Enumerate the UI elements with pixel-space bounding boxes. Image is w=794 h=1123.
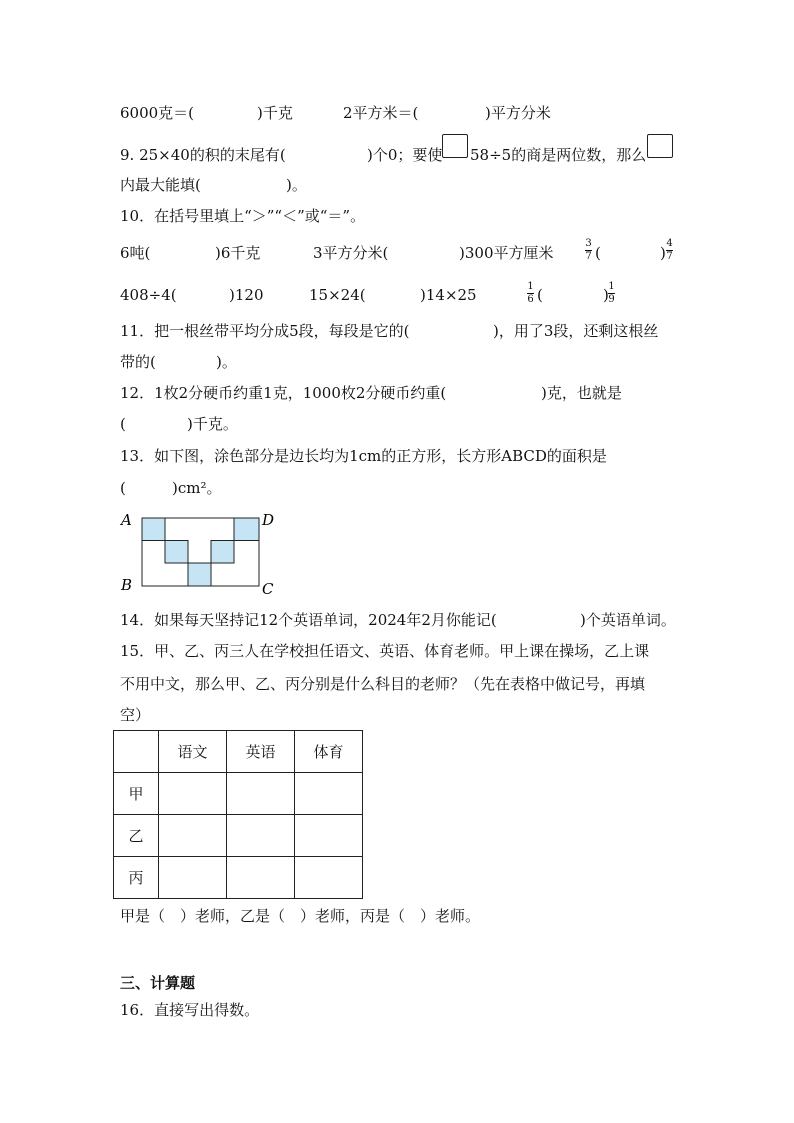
q10-text: 10．在括号里填上“＞”“＜”或“＝”。	[120, 207, 366, 225]
fraction-denominator: 6	[527, 294, 534, 305]
q10-r2c1a: 408÷4(	[120, 286, 177, 304]
q10-r1c2b: )300平方厘米	[459, 244, 554, 262]
table-header-cell: 英语	[227, 731, 295, 773]
table-cell[interactable]	[295, 815, 363, 857]
table-row	[114, 773, 363, 815]
q10-r2c2b: )14×25	[420, 286, 477, 304]
label-d: D	[262, 511, 275, 529]
q10-r1c2a: 3平方分米(	[313, 244, 389, 262]
q10-r1c1a: 6吨(	[120, 244, 151, 262]
table-cell[interactable]	[159, 773, 227, 815]
fraction-numerator: 1	[527, 281, 534, 292]
q8-b-unit: )平方分米	[485, 104, 551, 122]
table-cell[interactable]	[295, 857, 363, 899]
q9-part2: )个0；要使	[367, 146, 443, 164]
table-cell[interactable]	[227, 773, 295, 815]
section-title: 三、计算题	[120, 974, 196, 992]
q10-r1c3-open: (	[595, 244, 601, 262]
q12-line1-a: 12．1枚2分硬币约重1克，1000枚2分硬币约重(	[120, 384, 447, 402]
row-label: 甲	[114, 773, 159, 815]
q12-line2-a: (	[120, 415, 126, 433]
q11-line2-a: 带的(	[120, 353, 156, 371]
q11-line2-b: )。	[216, 353, 237, 371]
q14-b: )个英语单词。	[580, 611, 676, 629]
q13-line2-b: )cm²。	[172, 479, 222, 497]
q11-line1-a: 11．把一根丝带平均分成5段，每段是它的(	[120, 322, 410, 340]
q13-line1: 13．如下图，涂色部分是边长均为1cm的正方形，长方形ABCD的面积是	[120, 447, 607, 465]
q15-table	[113, 730, 363, 899]
table-cell[interactable]	[159, 815, 227, 857]
q9-blank-box-1	[442, 134, 468, 158]
table-cell[interactable]	[159, 857, 227, 899]
q9-line2-a: 内最大能填(	[120, 176, 201, 194]
row-label: 乙	[114, 815, 159, 857]
label-b: B	[121, 576, 133, 594]
q15-line3: 空）	[120, 706, 151, 724]
q14-a: 14．如果每天坚持记12个英语单词，2024年2月你能记(	[120, 611, 497, 629]
q8-a-unit: )千克	[257, 104, 293, 122]
q11-line1-b: )，用了3段，还剩这根丝	[493, 322, 659, 340]
q8-b-left: 2平方米＝(	[343, 104, 419, 122]
shaded-square	[234, 518, 259, 541]
q12-line1-b: )克，也就是	[541, 384, 622, 402]
shaded-square	[142, 518, 165, 541]
q10-r2c3-close: )	[603, 286, 609, 304]
shaded-square	[165, 541, 188, 564]
q9-part3: 58÷5的商是两位数，那么	[470, 146, 647, 164]
q9-blank-box-2	[647, 134, 673, 158]
table-row	[114, 857, 363, 899]
fraction-numerator: 4	[666, 238, 673, 249]
fraction-denominator: 7	[585, 251, 592, 262]
q10-r1c1b: )6千克	[215, 244, 261, 262]
rectangle-abcd-diagram	[118, 508, 298, 598]
q10-fraction-1-6	[527, 282, 534, 305]
q10-fraction-1-9	[608, 282, 615, 305]
table-cell[interactable]	[227, 857, 295, 899]
table-header-row	[114, 731, 363, 773]
q10-r2c3-open: (	[537, 286, 543, 304]
row-label: 丙	[114, 857, 159, 899]
q15-answer: 甲是（ ）老师，乙是（ ）老师，丙是（ ）老师。	[120, 907, 481, 925]
q10-r2c2a: 15×24(	[309, 286, 366, 304]
q10-fraction-4-7	[666, 239, 673, 262]
table-header-cell: 语文	[159, 731, 227, 773]
q8-a-left: 6000克＝(	[120, 104, 195, 122]
fraction-numerator: 3	[585, 238, 592, 249]
table-header-cell	[114, 731, 159, 773]
q10-fraction-3-7	[585, 239, 592, 262]
table-row	[114, 815, 363, 857]
q16-text: 16．直接写出得数。	[120, 1001, 260, 1019]
q9-line2-b: )。	[286, 176, 307, 194]
table-cell[interactable]	[227, 815, 295, 857]
q15-line2: 不用中文，那么甲、乙、丙分别是什么科目的老师？（先在表格中做记号，再填	[120, 675, 646, 693]
label-c: C	[262, 580, 274, 598]
q12-line2-b: )千克。	[187, 415, 238, 433]
label-a: A	[121, 511, 132, 529]
fraction-numerator: 1	[608, 281, 615, 292]
q15-line1: 15．甲、乙、丙三人在学校担任语文、英语、体育老师。甲上课在操场，乙上课	[120, 642, 650, 660]
shaded-square	[188, 563, 211, 586]
q13-line2-a: (	[120, 479, 126, 497]
fraction-denominator: 7	[666, 251, 673, 262]
q9-part1: 9. 25×40的积的末尾有(	[120, 146, 286, 164]
shaded-square	[211, 541, 234, 564]
table-cell[interactable]	[295, 773, 363, 815]
table-header-cell: 体育	[295, 731, 363, 773]
fraction-denominator: 9	[608, 294, 615, 305]
q10-r1c3-close: )	[660, 244, 666, 262]
q10-r2c1b: )120	[229, 286, 264, 304]
